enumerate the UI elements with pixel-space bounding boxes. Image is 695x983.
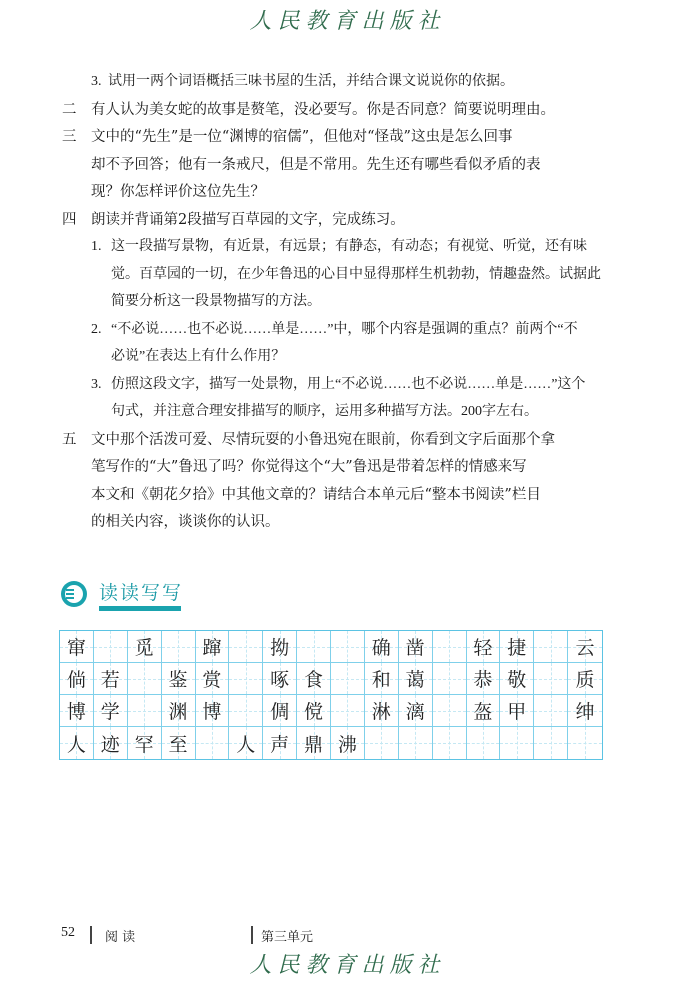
grid-cell <box>534 727 568 759</box>
grid-cell <box>297 727 331 759</box>
grid-cell <box>365 695 399 727</box>
grid-cell <box>128 663 162 695</box>
grid-cell <box>365 727 399 759</box>
question-number: 3. <box>91 376 102 392</box>
grid-cell <box>399 631 433 663</box>
footer-unit-label: 第三单元 <box>261 930 314 945</box>
sub-question-text: 这一段描写景物，有近景，有远景；有静态，有动态；有视觉、听觉，还有味 <box>111 239 587 254</box>
grid-cell <box>399 695 433 727</box>
question-number: 二 <box>62 101 77 118</box>
vocab-char: 渊 <box>168 701 188 723</box>
publisher-logo-top: 人民教育出版社 <box>249 9 446 34</box>
vocab-char: 敬 <box>507 669 527 691</box>
question-text: 笔写作的“大”鲁迅了吗？你觉得这个“大”鲁迅是带着怎样的情感来写 <box>91 459 527 475</box>
sub-question-text: “不必说……也不必说……单是……”中，哪个内容是强调的重点？前两个“不 <box>111 321 578 337</box>
vocab-char: 博 <box>202 701 222 723</box>
vocab-char: 拗 <box>270 637 290 659</box>
grid-cell <box>365 631 399 663</box>
grid-cell <box>128 631 162 663</box>
grid-cell <box>297 695 331 727</box>
grid-cell <box>534 695 568 727</box>
vocab-char: 沸 <box>337 733 357 756</box>
grid-cell <box>229 727 263 759</box>
question-text: 却不予回答；他有一条戒尺，但是不常用。先生还有哪些看似矛盾的表 <box>91 156 541 173</box>
grid-cell <box>568 695 602 727</box>
vocab-char: 人 <box>236 733 256 756</box>
question-number: 三 <box>62 129 77 145</box>
vocab-char: 确 <box>371 637 391 659</box>
grid-cell <box>467 727 501 759</box>
vocab-char: 漓 <box>405 701 425 723</box>
grid-cell <box>94 727 128 759</box>
question-text: 本文和《朝花夕拾》中其他文章的？请结合本单元后“整本书阅读”栏目 <box>91 486 541 503</box>
grid-cell <box>500 695 534 727</box>
vocab-char: 觅 <box>134 637 154 659</box>
grid-cell <box>60 695 94 727</box>
footer-divider <box>90 926 92 944</box>
grid-cell <box>128 727 162 759</box>
grid-cell <box>162 695 196 727</box>
vocab-char: 和 <box>371 669 391 691</box>
footer-divider <box>251 926 253 944</box>
grid-cell <box>60 663 94 695</box>
section-number-icon <box>61 581 87 607</box>
grid-cell <box>162 663 196 695</box>
sub-question-text: 简要分析这一段景物描写的方法。 <box>111 294 321 309</box>
vocab-char: 鼎 <box>304 733 324 756</box>
grid-cell <box>263 695 297 727</box>
grid-cell <box>297 631 331 663</box>
vocab-char: 傥 <box>304 701 324 723</box>
grid-cell <box>534 663 568 695</box>
vocab-char: 至 <box>168 733 188 756</box>
question-text: 文中的“先生”是一位“渊博的宿儒”，但他对“怪哉”这虫是怎么回事 <box>91 129 513 145</box>
grid-cell <box>263 631 297 663</box>
grid-cell <box>500 631 534 663</box>
grid-cell <box>500 727 534 759</box>
vocab-char: 轻 <box>473 637 493 659</box>
vocab-char: 食 <box>304 669 324 691</box>
sub-question-text: 必说”在表达上有什么作用？ <box>111 349 286 364</box>
sub-question-text: 仿照这段文字，描写一处景物，用上“不必说……也不必说……单是……”这个 <box>111 376 586 392</box>
grid-cell <box>229 663 263 695</box>
vocab-char: 啄 <box>270 669 290 691</box>
vocab-char: 窜 <box>66 637 86 659</box>
grid-cell <box>162 631 196 663</box>
grid-cell <box>467 631 501 663</box>
grid-cell <box>331 631 365 663</box>
vocab-char: 淋 <box>371 701 391 723</box>
vocab-char: 云 <box>575 637 595 659</box>
question-text: 有人认为美女蛇的故事是赘笔，没必要写。你是否同意？简要说明理由。 <box>91 101 555 118</box>
vocab-char: 盔 <box>473 701 493 723</box>
vocab-char: 声 <box>270 733 290 756</box>
question-text: 的相关内容，谈谈你的认识。 <box>91 514 280 530</box>
question-text: 试用一两个词语概括三味书屋的生活，并结合课文说说你的依据。 <box>108 74 514 89</box>
grid-cell <box>263 663 297 695</box>
question-text: 文中那个活泼可爱、尽情玩耍的小鲁迅宛在眼前，你看到文字后面那个拿 <box>91 431 555 448</box>
grid-cell <box>433 695 467 727</box>
vocab-char: 鉴 <box>168 669 188 691</box>
grid-cell <box>94 663 128 695</box>
vocab-char: 捷 <box>507 637 527 659</box>
grid-cell <box>568 631 602 663</box>
grid-cell <box>568 727 602 759</box>
grid-cell <box>534 631 568 663</box>
question-text: 现？你怎样评价这位先生？ <box>91 184 265 200</box>
question-number: 五 <box>62 431 77 448</box>
vocabulary-grid <box>59 630 603 760</box>
vocab-char: 人 <box>66 733 86 756</box>
vocab-char: 罕 <box>134 733 154 756</box>
grid-cell <box>263 727 297 759</box>
grid-cell <box>196 695 230 727</box>
grid-cell <box>467 695 501 727</box>
vocab-char: 迹 <box>100 733 120 756</box>
question-number: 2. <box>91 321 102 337</box>
grid-cell <box>331 695 365 727</box>
grid-cell <box>94 695 128 727</box>
question-text: 朗读并背诵第2段描写百草园的文字，完成练习。 <box>91 211 405 228</box>
vocab-char: 绅 <box>575 701 595 723</box>
footer-section-label: 阅 读 <box>105 930 136 945</box>
section-underline <box>99 606 181 611</box>
grid-cell <box>399 663 433 695</box>
grid-cell <box>60 727 94 759</box>
vocab-char: 学 <box>100 701 120 723</box>
page-number: 52 <box>61 925 75 940</box>
question-number: 3. <box>91 74 102 89</box>
publisher-logo-bottom: 人民教育出版社 <box>249 953 446 978</box>
grid-cell <box>399 727 433 759</box>
vocab-char: 赏 <box>202 669 222 691</box>
vocab-char: 倜 <box>270 701 290 723</box>
grid-cell <box>568 663 602 695</box>
vocab-char: 甲 <box>507 701 527 723</box>
grid-cell <box>229 631 263 663</box>
grid-cell <box>196 631 230 663</box>
grid-cell <box>297 663 331 695</box>
vocab-char: 倘 <box>66 669 86 691</box>
grid-cell <box>500 663 534 695</box>
sub-question-text: 句式，并注意合理安排描写的顺序，运用多种描写方法。200字左右。 <box>111 404 538 419</box>
grid-cell <box>433 663 467 695</box>
vocab-char: 凿 <box>405 637 425 659</box>
grid-cell <box>162 727 196 759</box>
vocab-char: 恭 <box>473 669 493 691</box>
grid-cell <box>229 695 263 727</box>
grid-cell <box>433 727 467 759</box>
grid-cell <box>331 727 365 759</box>
vocab-char: 蔼 <box>405 669 425 691</box>
question-number: 四 <box>62 211 77 228</box>
grid-cell <box>196 727 230 759</box>
grid-cell <box>331 663 365 695</box>
sub-question-text: 觉。百草园的一切，在少年鲁迅的心目中显得那样生机勃勃，情趣盎然。试据此 <box>111 266 601 282</box>
grid-cell <box>128 695 162 727</box>
grid-cell <box>94 631 128 663</box>
vocab-char: 蹿 <box>202 637 222 659</box>
grid-cell <box>433 631 467 663</box>
vocab-char: 若 <box>100 669 120 691</box>
grid-cell <box>467 663 501 695</box>
section-title: 读读写写 <box>99 582 184 604</box>
vocab-char: 博 <box>66 701 86 723</box>
grid-cell <box>365 663 399 695</box>
vocab-char: 质 <box>575 669 595 691</box>
question-number: 1. <box>91 239 102 254</box>
grid-cell <box>196 663 230 695</box>
grid-cell <box>60 631 94 663</box>
